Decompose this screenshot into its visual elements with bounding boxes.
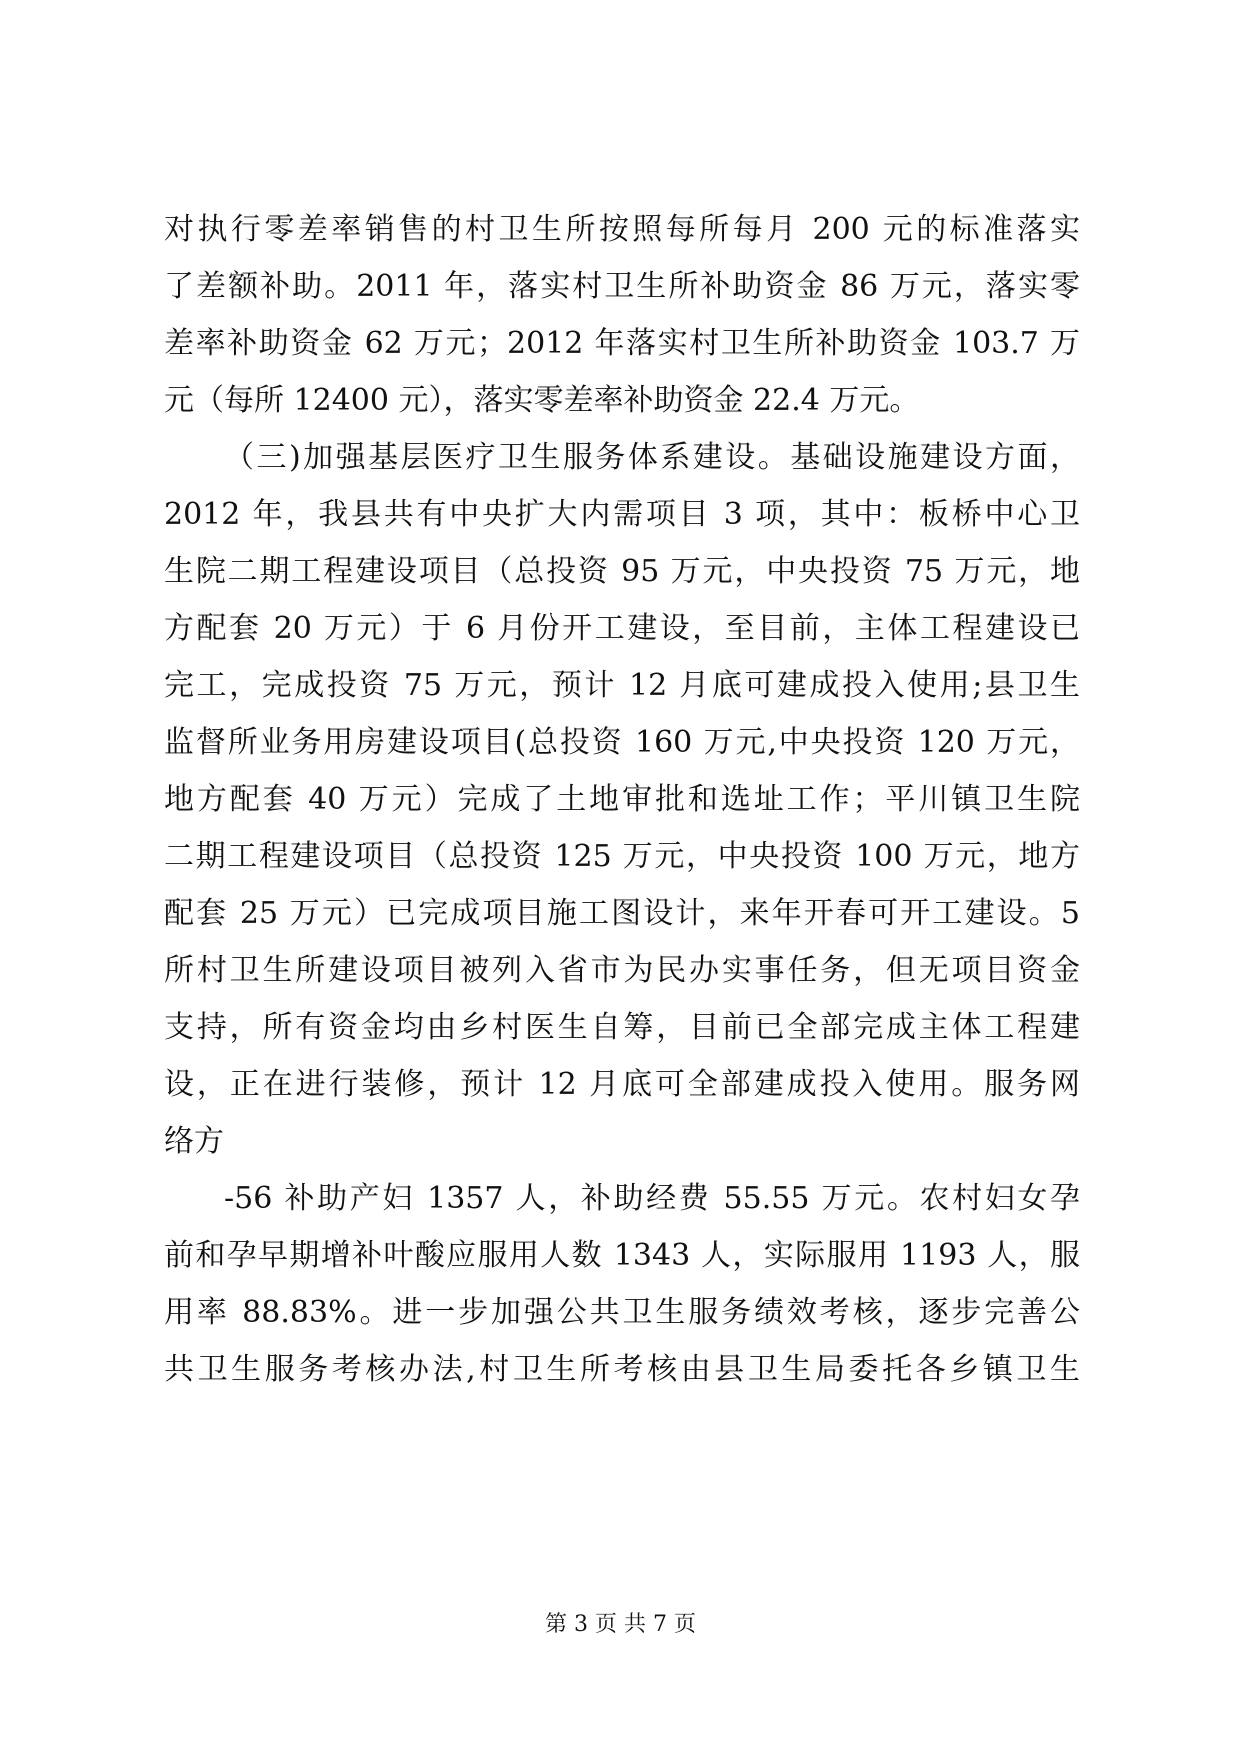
- page-footer: 第 3 页 共 7 页: [545, 1612, 696, 1637]
- text-line: 配套 25 万元）已完成项目施工图设计，来年开春可开工建设。5: [164, 896, 1080, 931]
- text-line: 络方: [164, 1124, 224, 1159]
- text-line: 用率 88.83%。进一步加强公共卫生服务绩效考核，逐步完善公: [164, 1295, 1080, 1330]
- text-line: 前和孕早期增补叶酸应服用人数 1343 人，实际服用 1193 人，服: [164, 1238, 1080, 1273]
- text-line: 生院二期工程建设项目（总投资 95 万元，中央投资 75 万元，地: [164, 554, 1080, 589]
- text-line: （三)加强基层医疗卫生服务体系建设。基础设施建设方面，: [224, 440, 1080, 475]
- text-line: 共卫生服务考核办法,村卫生所考核由县卫生局委托各乡镇卫生: [164, 1352, 1080, 1387]
- text-line: -56 补助产妇 1357 人，补助经费 55.55 万元。农村妇女孕: [224, 1181, 1080, 1216]
- text-line: 元（每所 12400 元），落实零差率补助资金 22.4 万元。: [164, 383, 920, 418]
- text-line: 方配套 20 万元）于 6 月份开工建设，至目前，主体工程建设已: [164, 611, 1080, 646]
- text-line: 地方配套 40 万元）完成了土地审批和选址工作；平川镇卫生院: [164, 782, 1080, 817]
- text-line: 完工，完成投资 75 万元，预计 12 月底可建成投入使用;县卫生: [164, 668, 1080, 703]
- text-line: 对执行零差率销售的村卫生所按照每所每月 200 元的标准落实: [164, 212, 1080, 247]
- text-line: 2012 年，我县共有中央扩大内需项目 3 项，其中：板桥中心卫: [164, 497, 1080, 532]
- text-line: 支持，所有资金均由乡村医生自筹，目前已全部完成主体工程建: [164, 1010, 1080, 1045]
- text-line: 差率补助资金 62 万元；2012 年落实村卫生所补助资金 103.7 万: [164, 326, 1080, 361]
- text-line: 监督所业务用房建设项目(总投资 160 万元,中央投资 120 万元，: [164, 725, 1080, 760]
- text-line: 所村卫生所建设项目被列入省市为民办实事任务，但无项目资金: [164, 953, 1080, 988]
- text-line: 了差额补助。2011 年，落实村卫生所补助资金 86 万元，落实零: [164, 269, 1080, 304]
- text-line: 二期工程建设项目（总投资 125 万元，中央投资 100 万元，地方: [164, 839, 1080, 874]
- text-line: 设，正在进行装修，预计 12 月底可全部建成投入使用。服务网: [164, 1067, 1080, 1102]
